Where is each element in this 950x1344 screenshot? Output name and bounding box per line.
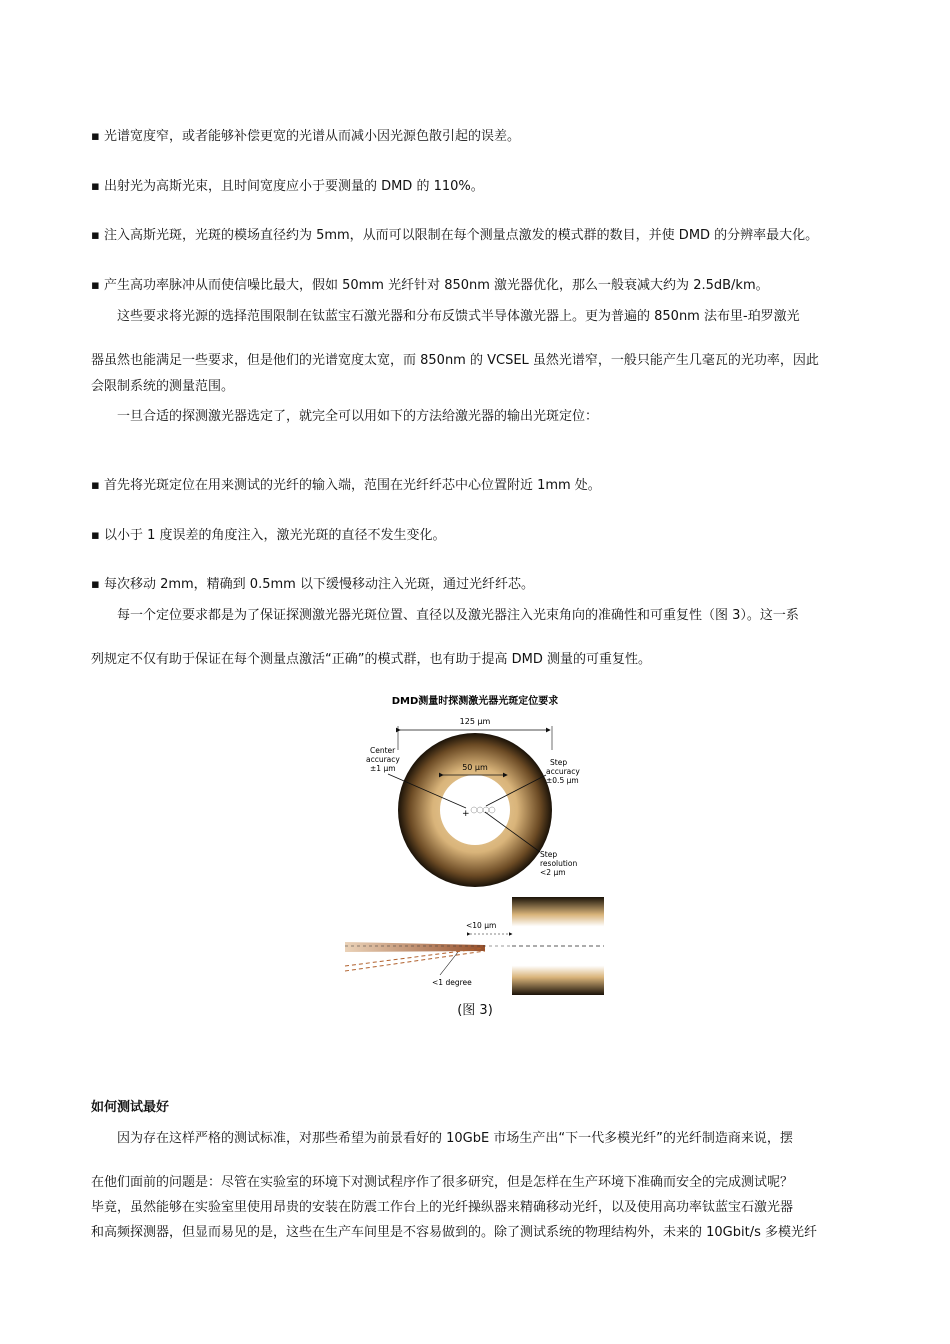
paragraph-line: 一旦合适的探测激光器选定了，就完全可以用如下的方法给激光器的输出光斑定位： xyxy=(117,409,599,424)
paragraph-line: 器虽然也能满足一些要求，但是他们的光谱宽度太宽，而 850nm 的 VCSEL 虽然光谱窄，一般只能产生几毫瓦的光功率，因此 xyxy=(91,353,819,368)
fiber-core xyxy=(440,775,510,845)
paragraph-line: 列规定不仅有助于保证在每个测量点激活“正确”的模式群，也有助于提高 DMD 测量的可重复性。 xyxy=(91,652,651,667)
paragraph-line: 会限制系统的测量范围。 xyxy=(91,379,235,394)
dimension-outer-label: 125 μm xyxy=(459,717,491,726)
dimension-inner-label: 50 μm xyxy=(462,763,488,772)
bullet-item: ▪ 每次移动 2mm，精确到 0.5mm 以下缓慢移动注入光斑，通过光纤纤芯。 xyxy=(91,577,534,592)
paragraph-line: 和高频探测器，但显而易见的是，这些在生产车间里是不容易做到的。除了测试系统的物理结构外，未来的 10Gbit/s 多模光纤 xyxy=(91,1225,817,1240)
angle-label: <1 degree xyxy=(432,978,472,987)
section-heading: 如何测试最好 xyxy=(91,1100,170,1115)
center-accuracy-label: Center xyxy=(370,746,396,755)
leader-line xyxy=(440,952,458,975)
figure-3-diagram xyxy=(340,690,610,1000)
paragraph-line: 在他们面前的问题是：尽管在实验室的环境下对测试程序作了很多研究，但是怎样在生产环境下准确而安全的完成测试呢？ xyxy=(91,1175,794,1190)
gap-label: <10 μm xyxy=(466,921,497,930)
figure-title: DMD测量时探测激光器光斑定位要求 xyxy=(391,696,559,707)
center-mark: + xyxy=(462,809,470,819)
paragraph-line: 因为存在这样严格的测试标准，对那些希望为前景看好的 10GbE 市场生产出“下一代多模光纤”的光纤制造商来说，摆 xyxy=(117,1131,793,1146)
laser-beam-tilted xyxy=(345,951,485,971)
step-accuracy-label: ±0.5 μm xyxy=(546,776,579,785)
bullet-item: ▪ 以小于 1 度误差的角度注入，激光光斑的直径不发生变化。 xyxy=(91,528,446,543)
bullet-item: ▪ 首先将光斑定位在用来测试的光纤的输入端，范围在光纤纤芯中心位置附近 1mm 处。 xyxy=(91,478,601,493)
step-accuracy-label: accuracy xyxy=(546,767,580,776)
step-resolution-label: Step xyxy=(540,850,558,859)
step-resolution-label: <2 μm xyxy=(540,868,566,877)
center-accuracy-label: accuracy xyxy=(366,755,400,764)
figure-caption: (图 3) xyxy=(457,1003,493,1018)
center-accuracy-label: ±1 μm xyxy=(370,764,396,773)
paragraph-line: 毕竟，虽然能够在实验室里使用昂贵的安装在防震工作台上的光纤操纵器来精确移动光纤，以及使用高功率钛蓝宝石激光器 xyxy=(91,1200,794,1215)
bullet-item: ▪ 注入高斯光斑，光斑的模场直径约为 5mm，从而可以限制在每个测量点激发的模式群的数目，并使 DMD 的分辨率最大化。 xyxy=(91,228,819,243)
paragraph-line: 每一个定位要求都是为了保证探测激光器光斑位置、直径以及激光器注入光束角向的准确性和可重复性（图 3）。这一系 xyxy=(117,608,799,623)
bullet-item: ▪ 产生高功率脉冲从而使信噪比最大，假如 50mm 光纤针对 850nm 激光器优化，那么一般衰减大约为 2.5dB/km。 xyxy=(91,278,769,293)
step-resolution-label: resolution xyxy=(540,859,578,868)
bullet-item: ▪ 光谱宽度窄，或者能够补偿更宽的光谱从而减小因光源色散引起的误差。 xyxy=(91,129,520,144)
step-accuracy-label: Step xyxy=(550,758,568,767)
paragraph-line: 这些要求将光源的选择范围限制在钛蓝宝石激光器和分布反馈式半导体激光器上。更为普遍的 850nm 法布里-珀罗激光 xyxy=(117,309,800,324)
bullet-item: ▪ 出射光为高斯光束，且时间宽度应小于要测量的 DMD 的 110%。 xyxy=(91,179,484,194)
